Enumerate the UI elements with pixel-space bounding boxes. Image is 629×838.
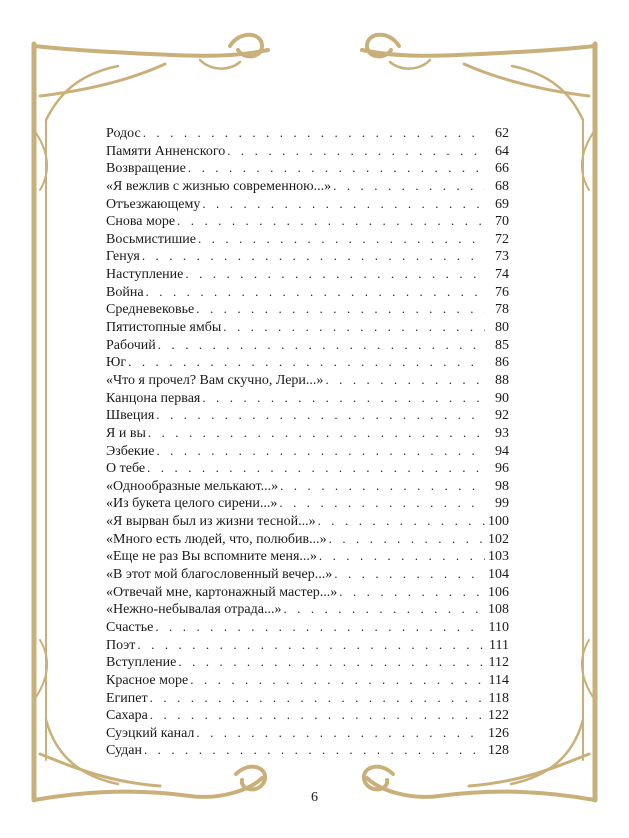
toc-entry-title: Снова море xyxy=(106,214,176,230)
toc-entry xyxy=(106,494,509,512)
toc-entry-title: Восьмистишие xyxy=(106,231,196,247)
toc-leader-dots xyxy=(144,741,485,759)
toc-entry-title: Египет xyxy=(106,690,148,706)
toc-entry xyxy=(106,565,509,583)
toc-entry xyxy=(106,618,509,636)
toc-entry-title: Судан xyxy=(106,743,142,759)
toc-entry-title: Война xyxy=(106,284,144,300)
toc-entry xyxy=(106,530,509,548)
toc-entry xyxy=(106,283,509,301)
toc-leader-dots xyxy=(150,689,485,707)
toc-entry-page: 114 xyxy=(488,672,509,688)
toc-entry-page: 118 xyxy=(488,690,509,706)
toc-entry-page: 112 xyxy=(488,655,509,671)
table-of-contents xyxy=(106,124,509,759)
toc-entry-page: 111 xyxy=(489,637,509,653)
toc-leader-dots xyxy=(128,353,485,371)
toc-entry-page: 64 xyxy=(495,143,509,159)
toc-entry xyxy=(106,512,509,530)
toc-leader-dots xyxy=(202,195,485,213)
toc-leader-dots xyxy=(147,459,485,477)
toc-entry-page: 72 xyxy=(495,231,509,247)
toc-entry xyxy=(106,142,509,160)
toc-entry xyxy=(106,265,509,283)
toc-entry-title: «Однообразные мелькают...» xyxy=(106,478,279,494)
toc-leader-dots xyxy=(339,583,485,601)
toc-entry-title: Средневековье xyxy=(106,302,195,318)
toc-leader-dots xyxy=(198,230,485,248)
toc-entry xyxy=(106,336,509,354)
toc-entry-title: Я и вы xyxy=(106,425,146,441)
toc-entry-title: «Нежно-небывалая отрада...» xyxy=(106,602,282,618)
toc-entry-page: 73 xyxy=(495,249,509,265)
toc-entry-title: Канцона первая xyxy=(106,390,201,406)
toc-leader-dots xyxy=(146,283,485,301)
toc-entry-page: 128 xyxy=(488,743,509,759)
toc-leader-dots xyxy=(223,318,485,336)
toc-entry-page: 68 xyxy=(495,178,509,194)
toc-entry xyxy=(106,583,509,601)
toc-leader-dots xyxy=(177,212,485,230)
toc-entry-page: 100 xyxy=(488,514,509,530)
toc-entry-title: Суэцкий канал xyxy=(106,725,195,741)
toc-leader-dots xyxy=(155,618,485,636)
toc-entry-page: 110 xyxy=(488,619,509,635)
toc-leader-dots xyxy=(333,177,485,195)
toc-entry xyxy=(106,195,509,213)
toc-leader-dots xyxy=(202,389,485,407)
toc-entry-page: 76 xyxy=(495,284,509,300)
toc-entry-title: «Я вежлив с жизнью современною...» xyxy=(106,178,332,194)
toc-entry-page: 70 xyxy=(495,214,509,230)
toc-entry-page: 69 xyxy=(495,196,509,212)
toc-entry-page: 93 xyxy=(495,425,509,441)
toc-entry xyxy=(106,600,509,618)
toc-entry xyxy=(106,230,509,248)
toc-leader-dots xyxy=(150,706,485,724)
toc-entry-page: 85 xyxy=(495,337,509,353)
toc-entry-title: «Что я прочел? Вам скучно, Лери...» xyxy=(106,372,324,388)
toc-entry-page: 94 xyxy=(495,443,509,459)
toc-entry-title: «Еще не раз Вы вспомните меня...» xyxy=(106,549,317,565)
toc-leader-dots xyxy=(185,265,485,283)
toc-leader-dots xyxy=(334,565,485,583)
toc-entry-title: «Я вырван был из жизни тесной...» xyxy=(106,514,316,530)
toc-leader-dots xyxy=(158,336,485,354)
toc-leader-dots xyxy=(318,512,485,530)
toc-entry xyxy=(106,212,509,230)
toc-entry-title: Возвращение xyxy=(106,161,186,177)
toc-entry-page: 74 xyxy=(495,267,509,283)
toc-entry-page: 104 xyxy=(488,567,509,583)
toc-leader-dots xyxy=(283,600,485,618)
toc-leader-dots xyxy=(156,442,485,460)
toc-leader-dots xyxy=(143,124,485,142)
toc-entry-page: 102 xyxy=(488,531,509,547)
toc-entry-title: Юг xyxy=(106,355,127,371)
toc-entry xyxy=(106,406,509,424)
toc-entry xyxy=(106,442,509,460)
toc-entry-title: Швеция xyxy=(106,408,155,424)
toc-entry-page: 90 xyxy=(495,390,509,406)
toc-entry-title: Памяти Анненского xyxy=(106,143,226,159)
toc-entry xyxy=(106,371,509,389)
toc-leader-dots xyxy=(137,636,485,654)
toc-leader-dots xyxy=(178,653,485,671)
toc-entry-page: 96 xyxy=(495,461,509,477)
toc-entry-page: 62 xyxy=(495,126,509,141)
toc-entry-title: «Из букета целого сирени...» xyxy=(106,496,278,512)
toc-entry-page: 106 xyxy=(488,584,509,600)
toc-entry-title: Пятистопные ямбы xyxy=(106,320,222,336)
toc-entry xyxy=(106,689,509,707)
toc-entry xyxy=(106,671,509,689)
toc-entry xyxy=(106,389,509,407)
toc-leader-dots xyxy=(329,530,485,548)
toc-entry xyxy=(106,353,509,371)
toc-entry-title: Поэт xyxy=(106,637,136,653)
toc-entry xyxy=(106,124,509,142)
toc-leader-dots xyxy=(190,671,485,689)
toc-entry xyxy=(106,318,509,336)
toc-leader-dots xyxy=(280,477,485,495)
toc-entry-title: Родос xyxy=(106,126,141,141)
toc-leader-dots xyxy=(188,159,485,177)
toc-leader-dots xyxy=(325,371,485,389)
toc-entry xyxy=(106,547,509,565)
toc-entry xyxy=(106,459,509,477)
toc-entry-title: «Отвечай мне, картонажный мастер...» xyxy=(106,584,338,600)
toc-entry-page: 78 xyxy=(495,302,509,318)
toc-entry xyxy=(106,424,509,442)
toc-entry-title: Генуя xyxy=(106,249,140,265)
toc-entry xyxy=(106,477,509,495)
toc-entry xyxy=(106,724,509,742)
toc-leader-dots xyxy=(156,406,485,424)
toc-leader-dots xyxy=(196,724,485,742)
toc-entry-page: 126 xyxy=(488,725,509,741)
toc-leader-dots xyxy=(196,300,485,318)
toc-entry-title: Отъезжающему xyxy=(106,196,201,212)
toc-entry-title: Вступление xyxy=(106,655,177,671)
toc-entry-title: «В этот мой благословенный вечер...» xyxy=(106,567,333,583)
toc-entry-page: 80 xyxy=(495,320,509,336)
toc-entry-page: 92 xyxy=(495,408,509,424)
toc-entry xyxy=(106,636,509,654)
toc-entry xyxy=(106,159,509,177)
toc-entry-page: 88 xyxy=(495,372,509,388)
toc-entry-page: 98 xyxy=(495,478,509,494)
toc-entry-title: «Много есть людей, что, полюбив...» xyxy=(106,531,327,547)
toc-leader-dots xyxy=(279,494,485,512)
toc-leader-dots xyxy=(319,547,485,565)
toc-entry-title: Красное море xyxy=(106,672,189,688)
toc-entry xyxy=(106,653,509,671)
toc-entry xyxy=(106,741,509,759)
toc-entry-page: 108 xyxy=(488,602,509,618)
toc-entry-page: 122 xyxy=(488,708,509,724)
toc-entry-title: О тебе xyxy=(106,461,146,477)
toc-entry-title: Наступление xyxy=(106,267,184,283)
toc-entry xyxy=(106,247,509,265)
toc-leader-dots xyxy=(148,424,485,442)
toc-entry xyxy=(106,706,509,724)
toc-entry xyxy=(106,300,509,318)
toc-entry-title: Сахара xyxy=(106,708,148,724)
toc-entry-page: 99 xyxy=(495,496,509,512)
page-number: 6 xyxy=(311,790,318,805)
toc-entry-title: Счастье xyxy=(106,619,154,635)
toc-entry-page: 103 xyxy=(488,549,509,565)
toc-entry xyxy=(106,177,509,195)
toc-entry-title: Рабочий xyxy=(106,337,156,353)
toc-entry-page: 86 xyxy=(495,355,509,371)
toc-entry-page: 66 xyxy=(495,161,509,177)
toc-leader-dots xyxy=(142,247,485,265)
toc-leader-dots xyxy=(227,142,485,160)
toc-entry-title: Эзбекие xyxy=(106,443,155,459)
